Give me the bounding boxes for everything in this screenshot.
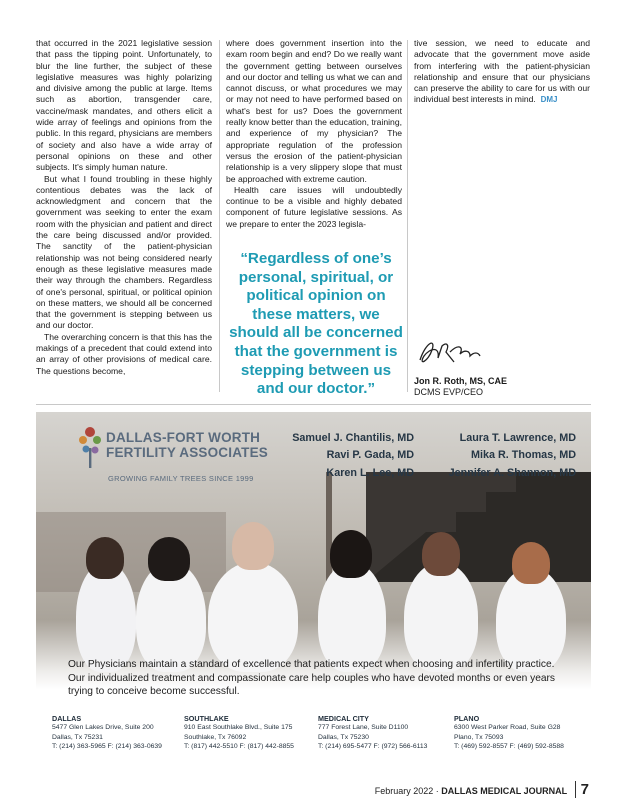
office-phone: T: (817) 442-5510 F: (817) 442-8855 bbox=[184, 743, 294, 751]
brand-name bbox=[106, 430, 268, 460]
paragraph: But what I found troubling in these highly contentious debates was the lack of acknowledgment and concern that the government was seeking to enter the exam room with the physician and patient and direct the care being discussed and/or provided. The sanctity of the patient-physician relationship was not being considered nearly enough as these legislative measures made their way through the chambers. Regardless of one's personal, spiritual, or political opinion on these matters, we should all be concerned that the government is stepping between us and our doctor. bbox=[36, 173, 212, 331]
tree-logo-icon bbox=[76, 424, 104, 475]
office-city: Plano, Tx 75093 bbox=[454, 733, 504, 741]
fertility-advertisement bbox=[36, 412, 591, 759]
office-phone: T: (214) 695-5477 F: (972) 566-6113 bbox=[318, 743, 428, 751]
office-address: 5477 Glen Lakes Drive, Suite 200 bbox=[52, 724, 154, 732]
physician-photo bbox=[318, 562, 386, 672]
ad-message: Our Physicians maintain a standard of excellence that patients expect when choosing and infertility practice. Our individualized treatment and compassionate care help couples who have devoted months or even years trying to conceive become successful. bbox=[68, 659, 556, 698]
physician-photo bbox=[208, 562, 298, 672]
brand-line-1: DALLAS-FORT WORTH bbox=[106, 430, 261, 445]
author-signature-block bbox=[414, 376, 507, 398]
column-divider bbox=[219, 40, 220, 392]
physician-head bbox=[422, 532, 460, 576]
physician-photo bbox=[404, 562, 478, 672]
page-footer bbox=[375, 781, 589, 798]
office-address: 777 Forest Lane, Suite D1100 bbox=[318, 724, 409, 732]
office-phone: T: (469) 592-8557 F: (469) 592-8588 bbox=[454, 743, 564, 751]
physician-name: Ravi P. Gada, MD bbox=[326, 449, 414, 462]
physician-name: Samuel J. Chantilis, MD bbox=[292, 432, 414, 444]
office-address: 6300 West Parker Road, Suite G28 bbox=[454, 724, 561, 732]
signature-image bbox=[414, 336, 486, 375]
author-title: DCMS EVP/CEO bbox=[414, 387, 484, 397]
end-mark: DMJ bbox=[540, 95, 558, 105]
physician-name: Karen L. Lee, MD bbox=[326, 466, 414, 479]
office-name: MEDICAL CITY bbox=[318, 714, 369, 723]
article-column-1 bbox=[36, 38, 212, 377]
publication-name: DALLAS MEDICAL JOURNAL bbox=[441, 786, 568, 796]
paragraph: The overarching concern is that this has the makings of a precedent that could extend into an array of other provisions of medical care. The questions become, bbox=[36, 331, 212, 376]
office-southlake bbox=[184, 714, 294, 752]
physician-name: Jennifer A. Shannon, MD bbox=[448, 466, 576, 479]
physician-name: Mika R. Thomas, MD bbox=[471, 449, 576, 462]
brand-tagline: GROWING FAMILY TREES SINCE 1999 bbox=[108, 474, 254, 483]
physician-head bbox=[330, 530, 372, 578]
office-name: DALLAS bbox=[52, 714, 82, 723]
office-city: Dallas, Tx 75230 bbox=[318, 733, 369, 741]
office-city: Southlake, Tx 76092 bbox=[184, 733, 247, 741]
physician-head bbox=[86, 537, 124, 579]
author-name: Jon R. Roth, MS, CAE bbox=[414, 376, 507, 386]
physician-head bbox=[232, 522, 274, 570]
page-number: 7 bbox=[575, 781, 589, 798]
section-divider bbox=[36, 404, 591, 405]
physician-head bbox=[512, 542, 550, 584]
office-city: Dallas, Tx 75231 bbox=[52, 733, 103, 741]
office-name: PLANO bbox=[454, 714, 480, 723]
issue-date: February 2022 bbox=[374, 786, 434, 796]
office-dallas bbox=[52, 714, 162, 752]
physician-name: Laura T. Lawrence, MD bbox=[459, 432, 576, 444]
article-column-2 bbox=[226, 38, 402, 230]
office-plano bbox=[454, 714, 564, 752]
physician-list-left bbox=[276, 430, 414, 482]
column-divider bbox=[407, 40, 408, 392]
paragraph: where does government insertion into the exam room begin and end? Do we really want the government getting between ourselves and our doctor and telling us what we can and cannot discuss, or what procedures we may or may not need to have performed based on what's best for us? Does the government really know better than the education, training, and experience of my physician? The appropriate regulation of the profession versus the erosion of the patient-physician relationship is a very slippery slope that must be approached with extreme caution. bbox=[226, 38, 402, 184]
physician-list-right bbox=[436, 430, 576, 482]
office-address: 910 East Southlake Blvd., Suite 175 bbox=[184, 724, 293, 732]
article-column-3 bbox=[414, 38, 590, 106]
pull-quote: “Regardless of one’s personal, spiritual, or political opinion on these matters, we should all be concerned that the government is stepping between us and our doctor.” bbox=[229, 250, 403, 398]
paragraph: tive session, we need to educate and advocate that the government move aside from interfering with the patient-physician relationship and ensure that our physicians can preserve the ability to care for us with our individual best interests in mind. bbox=[414, 38, 590, 105]
footer-separator: · bbox=[435, 786, 442, 796]
office-phone: T: (214) 363-5965 F: (214) 363-0639 bbox=[52, 743, 162, 751]
physician-head bbox=[148, 537, 190, 581]
paragraph: Health care issues will undoubtedly continue to be a visible and highly debated component of future legislative sessions. As we prepare to enter the 2023 legisla- bbox=[226, 184, 402, 229]
paragraph: that occurred in the 2021 legislative session that pass the tipping point. Unfortunately, to blur the line further, the subject of these legislative measures was highly polarizing and divisive among the public at large. Items such as abortion, transgender care, vaccine/mask mandates, and others elicit a wide array of feelings and opinions from the public. In this regard, physicians are members of society and also have a wide array of personal opinions on these and other subjects. It's simply human nature. bbox=[36, 38, 212, 173]
brand-line-2: FERTILITY ASSOCIATES bbox=[106, 445, 269, 460]
office-medical-city bbox=[318, 714, 427, 752]
office-name: SOUTHLAKE bbox=[184, 714, 229, 723]
